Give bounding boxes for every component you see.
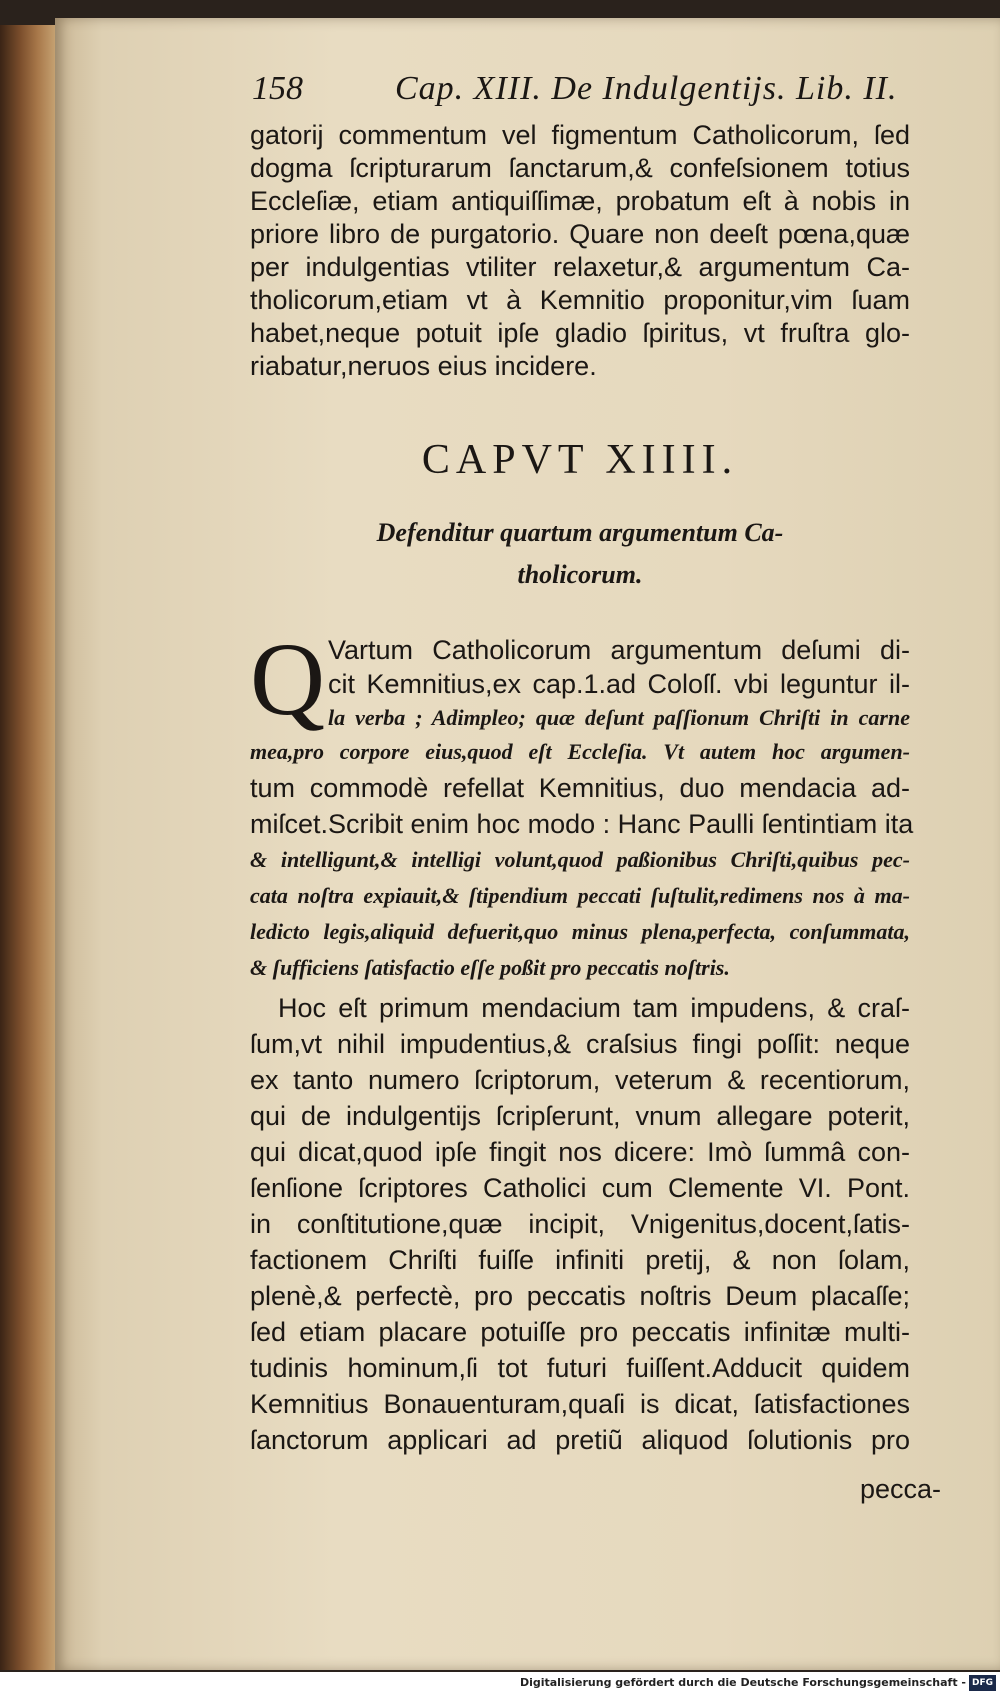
text-line: ſenſione ſcriptores Catholici cum Clemente VI. Pont. — [250, 1173, 910, 1203]
text-line: priore libro de purgatorio. Quare non deeſt pœna,quæ — [250, 219, 910, 249]
text-line: la verba ; Adimpleo; quæ deſunt paſſionum Chriſti in carne — [328, 705, 910, 730]
drop-cap: Q — [250, 622, 326, 737]
text-line: ſum,vt nihil impudentius,& craſsius fingi poſſit: neque — [250, 1029, 910, 1059]
running-head: Cap. XIII. De Indulgentijs. Lib. II. — [395, 70, 898, 107]
text-line: tholicorum,etiam vt à Kemnitio proponitur,vim ſuam — [250, 285, 910, 315]
text-line: cit Kemnitius,ex cap.1.ad Coloſſ. vbi leguntur il- — [328, 669, 910, 699]
text-line: & ſufficiens ſatisfactio eſſe poßit pro peccatis noſtris. — [250, 955, 730, 980]
dfg-logo-icon: DFG — [969, 1675, 996, 1691]
text-line: ſanctorum applicari ad pretiũ aliquod ſolutionis pro — [250, 1425, 910, 1455]
footer-credit: Digitalisierung gefördert durch die Deutsche Forschungsgemeinschaft - — [519, 1676, 966, 1689]
text-line: per indulgentias vtiliter relaxetur,& argumentum Ca- — [250, 252, 910, 282]
text-line: & intelligunt,& intelligi volunt,quod paßionibus Chriſti,quibus pec- — [250, 847, 910, 872]
chapter-subtitle: Defenditur quartum argumentum Ca- — [376, 518, 784, 547]
text-line: Eccleſiæ, etiam antiquiſſimæ, probatum eſt à nobis in — [250, 186, 910, 216]
text-line: Kemnitius Bonauenturam,quaſi is dicat, ſatisfactiones — [250, 1389, 910, 1419]
text-line: in conſtitutione,quæ incipit, Vnigenitus,docent,ſatis- — [250, 1209, 910, 1239]
text-line: habet,neque potuit ipſe gladio ſpiritus, vt fruſtra glo- — [250, 318, 910, 348]
text-line: cata noſtra expiauit,& ſtipendium peccati ſuſtulit,redimens nos à ma- — [250, 883, 910, 908]
chapter-title: CAPVT XIIII. — [421, 437, 739, 483]
text-line: Vartum Catholicorum argumentum deſumi di- — [328, 635, 910, 665]
text-line: miſcet.Scribit enim hoc modo : Hanc Paulli ſentintiam ita — [250, 809, 914, 839]
text-line: qui dicat,quod ipſe fingit nos dicere: Imò ſummâ con- — [250, 1137, 910, 1167]
text-line: factionem Chriſti fuiſſe infiniti pretij, & non ſolam, — [250, 1245, 910, 1275]
catchword: pecca- — [860, 1474, 942, 1504]
book-spine — [0, 25, 58, 1670]
text-line: ex tanto numero ſcriptorum, veterum & recentiorum, — [250, 1065, 910, 1095]
text-line: gatorij commentum vel figmentum Catholicorum, ſed — [250, 120, 910, 150]
text-line: dogma ſcripturarum ſanctarum,& confeſsionem totius — [250, 153, 910, 183]
text-line: ledicto legis,aliquid defuerit,quo minus plena,perfecta, conſummata, — [250, 919, 910, 944]
text-line: tudinis hominum,ſi tot futuri fuiſſent.Adducit quidem — [250, 1353, 910, 1383]
text-line: ſed etiam placare potuiſſe pro peccatis infinitæ multi- — [250, 1317, 910, 1347]
page-number: 158 — [252, 70, 303, 107]
chapter-subtitle: tholicorum. — [517, 560, 643, 589]
text-line: riabatur,neruos eius incidere. — [250, 351, 597, 381]
text-line: Hoc eſt primum mendacium tam impudens, & craſ- — [278, 993, 910, 1023]
text-line: qui de indulgentijs ſcripſerunt, vnum allegare poterit, — [250, 1101, 910, 1131]
text-line: mea,pro corpore eius,quod eſt Eccleſia. Vt autem hoc argumen- — [250, 739, 910, 764]
text-line: tum commodè refellat Kemnitius, duo mendacia ad- — [250, 773, 910, 803]
digitization-footer — [0, 1672, 1000, 1697]
text-line: plenè,& perfectè, pro peccatis noſtris Deum placaſſe; — [250, 1281, 910, 1311]
